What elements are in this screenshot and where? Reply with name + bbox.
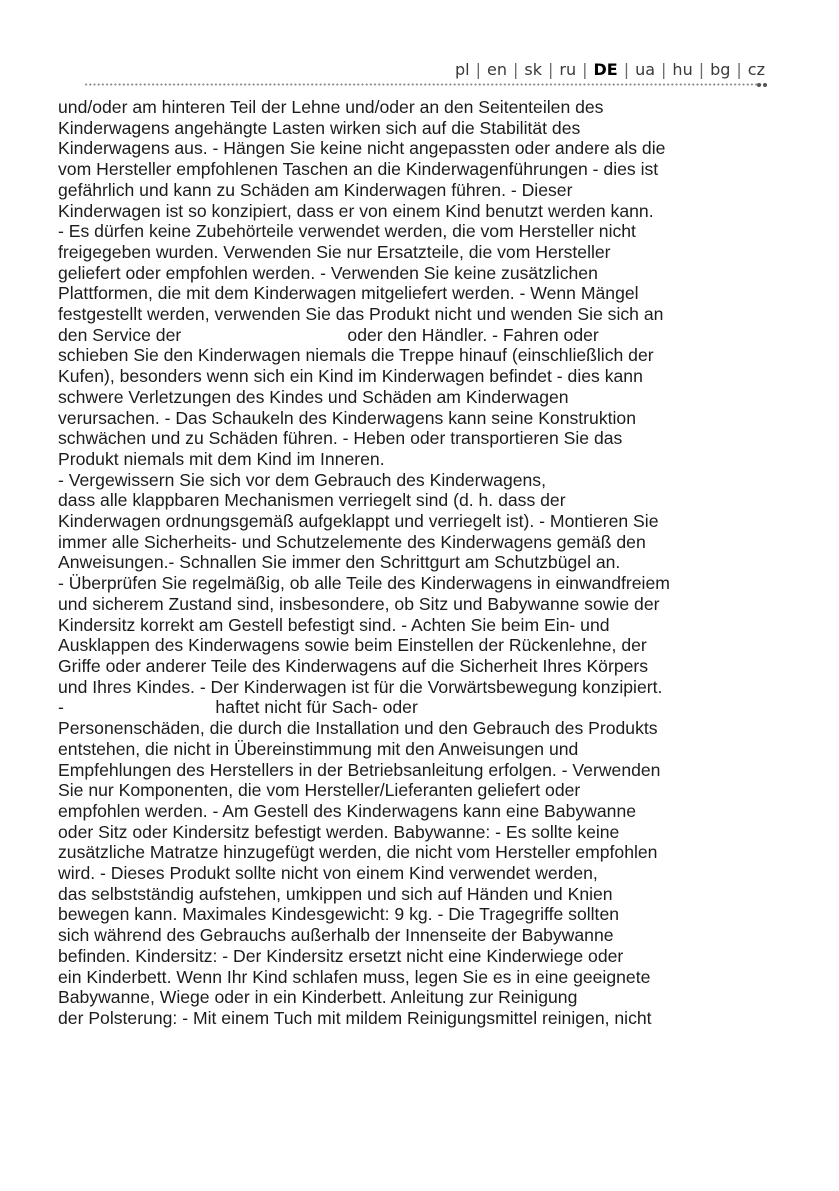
text-line: - Vergewissern Sie sich vor dem Gebrauch des Kinderwagens, — [58, 469, 546, 490]
text-line: und sicherem Zustand sind, insbesondere, ob Sitz und Babywanne sowie der — [58, 593, 660, 614]
text-line: empfohlen werden. - Am Gestell des Kinderwagens kann eine Babywanne — [58, 800, 637, 821]
text-line: - Es dürfen keine Zubehörteile verwendet werden, die vom Hersteller nicht — [58, 221, 636, 242]
text-line: bewegen kann. Maximales Kindesgewicht: 9 kg. - Die Tragegriffe sollten — [58, 904, 620, 925]
text-line: Plattformen, die mit dem Kinderwagen mitgeliefert werden. - Wenn Mängel — [58, 283, 639, 304]
text-line: Anweisungen.- Schnallen Sie immer den Schrittgurt am Schutzbügel an. — [58, 552, 621, 573]
text-line: ein Kinderbett. Wenn Ihr Kind schlafen muss, legen Sie es in eine geeignete — [58, 966, 651, 987]
text-line: befinden. Kindersitz: - Der Kindersitz ersetzt nicht eine Kinderwiege oder — [58, 945, 624, 966]
language-link-ua[interactable]: ua — [635, 60, 656, 79]
text-line: Empfehlungen des Herstellers in der Betriebsanleitung erfolgen. - Verwenden — [58, 759, 661, 780]
divider-end-dots — [757, 82, 767, 87]
header-dotted-divider — [84, 83, 764, 86]
text-line: Kinderwagens aus. - Hängen Sie keine nicht angepassten oder andere als die — [58, 138, 666, 159]
language-separator: | — [698, 60, 705, 79]
language-switcher — [455, 60, 765, 79]
text-line: Kinderwagen ordnungsgemäß aufgeklappt und verriegelt ist). - Montieren Sie — [58, 511, 659, 532]
text-line: oder Sitz oder Kindersitz befestigt werden. Babywanne: - Es sollte keine — [58, 821, 620, 842]
language-separator: | — [736, 60, 742, 79]
language-link-ru[interactable]: ru — [559, 60, 577, 79]
text-line: sich während des Gebrauchs außerhalb der Innenseite der Babywanne — [58, 925, 614, 946]
language-separator: | — [623, 60, 630, 79]
language-link-en[interactable]: en — [486, 60, 507, 79]
text-line: freigegeben wurden. Verwenden Sie nur Ersatzteile, die vom Hersteller — [58, 241, 611, 262]
text-line: gefährlich und kann zu Schäden am Kinderwagen führen. - Dieser — [58, 179, 573, 200]
language-link-bg[interactable]: bg — [710, 60, 731, 79]
text-line: - Überprüfen Sie regelmäßig, ob alle Teile des Kinderwagens in einwandfreiem — [58, 573, 670, 594]
text-line: Kinderwagen ist so konzipiert, dass er von einem Kind benutzt werden kann. — [58, 200, 654, 221]
text-line: geliefert oder empfohlen werden. - Verwenden Sie keine zusätzlichen — [58, 262, 598, 283]
text-line: schwere Verletzungen des Kindes und Schäden am Kinderwagen — [58, 386, 569, 407]
text-line: Sie nur Komponenten, die vom Hersteller/Lieferanten geliefert oder — [58, 780, 581, 801]
text-line: und/oder am hinteren Teil der Lehne und/oder an den Seitenteilen des — [58, 97, 604, 117]
text-line: schieben Sie den Kinderwagen niemals die Treppe hinauf (einschließlich der — [58, 345, 654, 366]
language-link-pl[interactable]: pl — [454, 60, 470, 79]
text-line: vom Hersteller empfohlenen Taschen an die Kinderwagenführungen - dies ist — [58, 159, 659, 180]
text-line: dass alle klappbaren Mechanismen verriegelt sind (d. h. dass der — [58, 490, 566, 511]
text-line: Babywanne, Wiege oder in ein Kinderbett. Anleitung zur Reinigung — [58, 987, 578, 1008]
language-separator: | — [547, 60, 554, 79]
text-line: festgestellt werden, verwenden Sie das Produkt nicht und wenden Sie sich an — [58, 304, 664, 325]
text-line: das selbstständig aufstehen, umkippen und sich auf Händen und Knien — [58, 883, 613, 904]
text-line: verursachen. - Das Schaukeln des Kinderwagens kann seine Konstruktion — [58, 407, 636, 428]
text-line: entstehen, die nicht in Übereinstimmung mit den Anweisungen und — [58, 738, 579, 759]
language-separator: | — [475, 60, 481, 79]
text-line: Produkt niemals mit dem Kind im Inneren. — [58, 448, 385, 469]
language-separator: | — [512, 60, 519, 79]
language-separator: | — [582, 60, 588, 79]
text-line: der Polsterung: - Mit einem Tuch mit mildem Reinigungsmittel reinigen, nicht — [58, 1007, 652, 1028]
language-link-hu[interactable]: hu — [672, 60, 693, 79]
text-line: Kinderwagens angehängte Lasten wirken sich auf die Stabilität des — [58, 117, 581, 138]
text-line: schwächen und zu Schäden führen. - Heben oder transportieren Sie das — [58, 428, 623, 449]
text-line: und Ihres Kindes. - Der Kinderwagen ist für die Vorwärtsbewegung konzipiert. — [58, 676, 663, 697]
language-link-de[interactable]: DE — [593, 60, 618, 79]
text-line: zusätzliche Matratze hinzugefügt werden, die nicht vom Hersteller empfohlen — [58, 842, 658, 863]
language-separator: | — [661, 60, 667, 79]
text-line: - haftet nicht für Sach- oder — [58, 697, 418, 718]
text-line: wird. - Dieses Produkt sollte nicht von einem Kind verwendet werden, — [58, 863, 598, 884]
text-line: Ausklappen des Kinderwagens sowie beim Einstellen der Rückenlehne, der — [58, 635, 647, 656]
text-line: Griffe oder anderer Teile des Kinderwagens auf die Sicherheit Ihres Körpers — [58, 655, 649, 676]
language-link-sk[interactable]: sk — [524, 60, 542, 79]
manual-text-body — [58, 97, 788, 1029]
text-line: immer alle Sicherheits- und Schutzelemente des Kinderwagens gemäß den — [58, 531, 646, 552]
text-line: Personenschäden, die durch die Installation und den Gebrauch des Produkts — [58, 718, 658, 739]
text-line: Kufen), besonders wenn sich ein Kind im Kinderwagen befindet - dies kann — [58, 366, 643, 387]
text-line: Kindersitz korrekt am Gestell befestigt sind. - Achten Sie beim Ein- und — [58, 614, 610, 635]
text-line: den Service der oder den Händler. - Fahren oder — [58, 324, 599, 345]
language-link-cz[interactable]: cz — [747, 60, 765, 79]
